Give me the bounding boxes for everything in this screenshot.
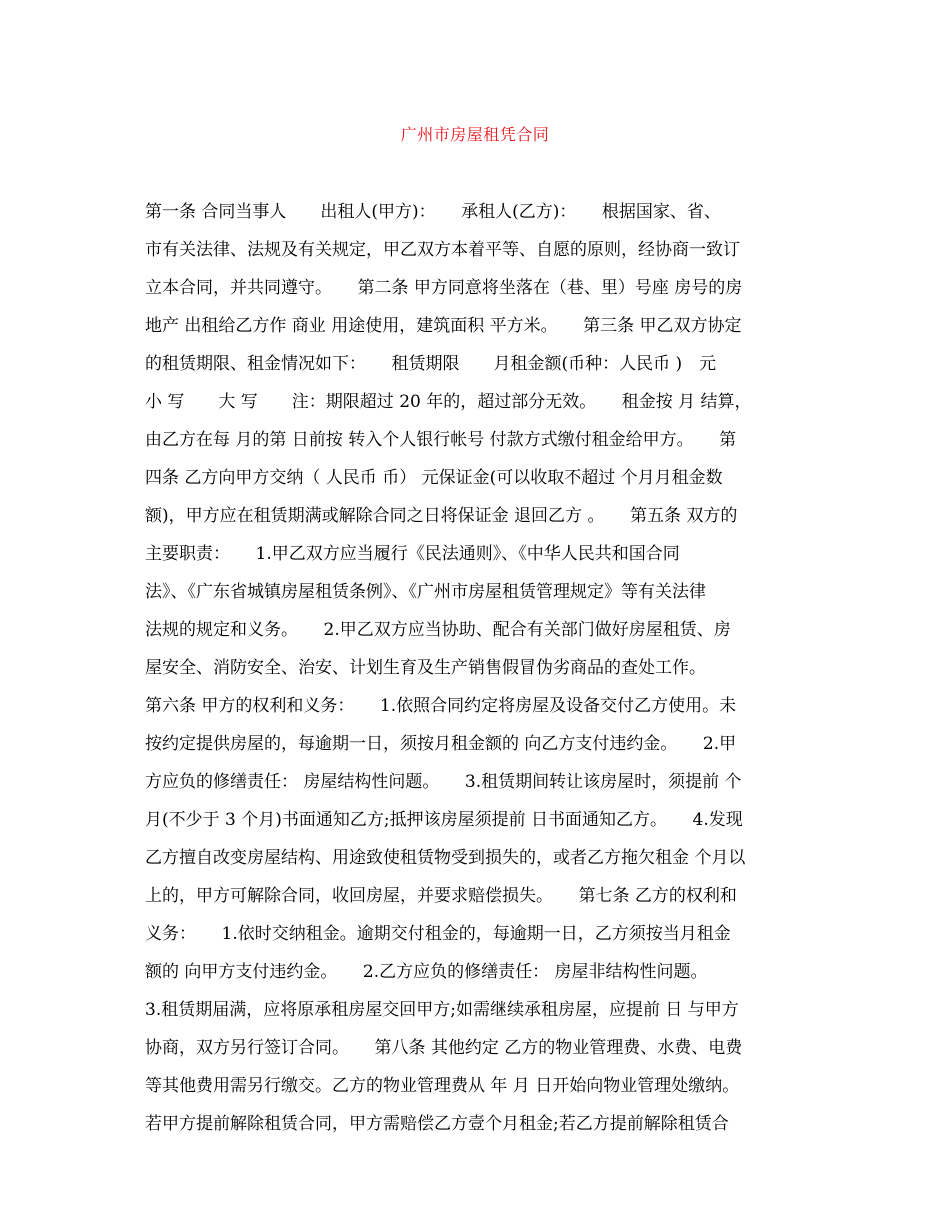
text-line: 乙方擅自改变房屋结构、用途致使租赁物受到损失的，或者乙方拖欠租金 个月以 (145, 848, 746, 868)
text-line: 地产 出租给乙方作 商业 用途使用，建筑面积 平方米。 第三条 甲乙双方协定 (145, 316, 742, 336)
text-line: 等其他费用需另行缴交。乙方的物业管理费从 年 月 日开始向物业管理处缴纳。 (145, 1076, 740, 1096)
text-line: 上的，甲方可解除合同，收回房屋，并要求赔偿损失。 第七条 乙方的权利和 (145, 886, 737, 906)
text-line: 四条 乙方向甲方交纳（ 人民币 币） 元保证金(可以收取不超过 个月月租金数 (145, 468, 723, 488)
text-line: 的租赁期限、租金情况如下： 租赁期限 月租金额(币种：人民币 ) 元 (145, 354, 717, 374)
text-line: 协商，双方另行签订合同。 第八条 其他约定 乙方的物业管理费、水费、电费 (145, 1038, 743, 1058)
text-line: 法规的规定和义务。 2.甲乙双方应当协助、配合有关部门做好房屋租赁、房 (145, 620, 731, 640)
text-line: 小 写 大 写 注：期限超过 20 年的，超过部分无效。 租金按 月 结算， (145, 392, 752, 412)
text-line: 若甲方提前解除租赁合同，甲方需赔偿乙方壹个月租金;若乙方提前解除租赁合 (145, 1114, 729, 1134)
text-line: 额)，甲方应在租赁期满或解除合同之日将保证金 退回乙方 。 第五条 双方的 (145, 506, 738, 526)
text-line: 义务： 1.依时交纳租金。逾期交付租金的，每逾期一日，乙方须按当月租金 (145, 924, 731, 944)
text-line: 法》、《广东省城镇房屋租赁条例》、《广州市房屋租赁管理规定》等有关法律 (145, 582, 706, 602)
document-title: 广州市房屋租凭合同 (400, 125, 550, 144)
text-line: 市有关法律、法规及有关规定，甲乙双方本着平等、自愿的原则，经协商一致订 (145, 240, 740, 260)
text-line: 屋安全、消防安全、治安、计划生育及生产销售假冒伪劣商品的查处工作。 (145, 658, 706, 678)
contract-body (145, 193, 810, 1143)
text-line: 按约定提供房屋的，每逾期一日，须按月租金额的 向乙方支付违约金。 2.甲 (145, 734, 737, 754)
text-line: 方应负的修缮责任： 房屋结构性问题。 3.租赁期间转让该房屋时，须提前 个 (145, 772, 742, 792)
text-line: 额的 向甲方支付违约金。 2.乙方应负的修缮责任： 房屋非结构性问题。 (145, 962, 708, 982)
text-line: 第一条 合同当事人 出租人(甲方)： 承租人(乙方)： 根据国家、省、 (145, 202, 721, 222)
text-line: 由乙方在每 月的第 日前按 转入个人银行帐号 付款方式缴付租金给甲方。 第 (145, 430, 737, 450)
text-line: 主要职责： 1.甲乙双方应当履行《民法通则》、《中华人民共和国合同 (145, 544, 680, 564)
text-line: 第六条 甲方的权利和义务： 1.依照合同约定将房屋及设备交付乙方使用。未 (145, 696, 737, 716)
text-line: 月(不少于 3 个月)书面通知乙方;抵押该房屋须提前 日书面通知乙方。 4.发现 (145, 810, 743, 830)
text-line: 立本合同，并共同遵守。 第二条 甲方同意将坐落在（巷、里）号座 房号的房 (145, 278, 743, 298)
text-line: 3.租赁期届满，应将原承租房屋交回甲方;如需继续承租房屋，应提前 日 与甲方 (145, 1000, 739, 1020)
